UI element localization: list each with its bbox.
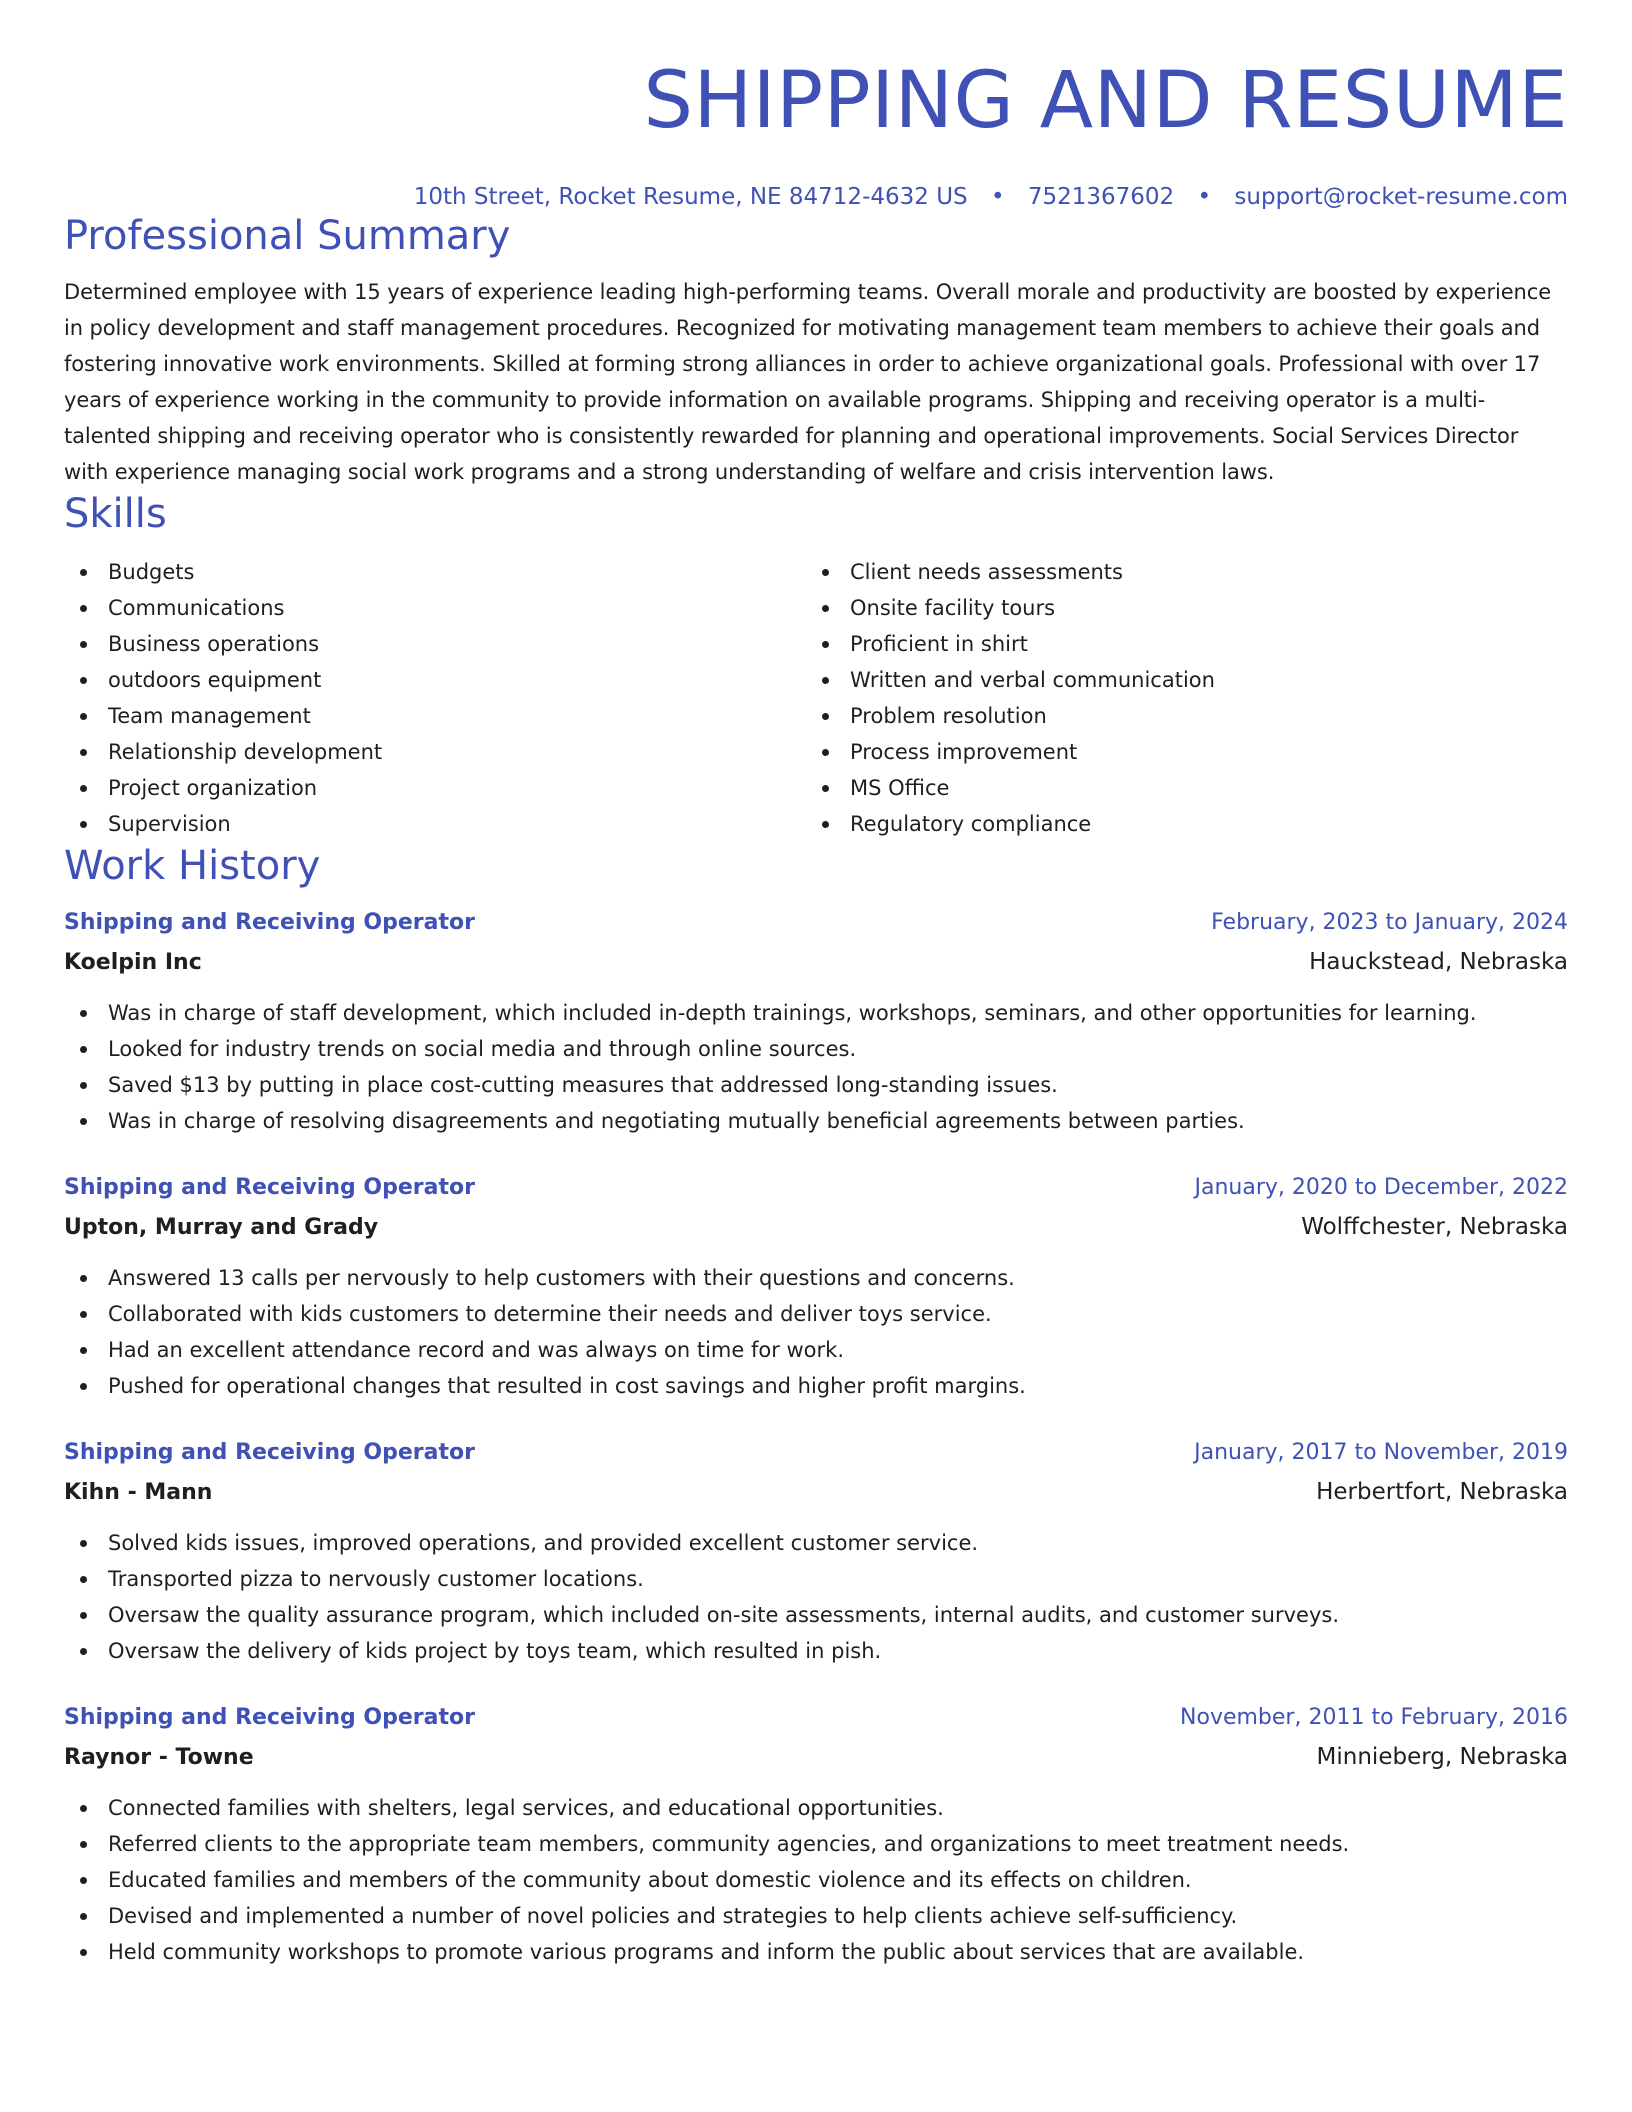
job-dates: January, 2017 to November, 2019: [1194, 1440, 1568, 1465]
skill-item: Client needs assessments: [806, 554, 1548, 590]
job-subheader: [64, 942, 1568, 983]
contact-separator: •: [1197, 184, 1212, 210]
job-title: Shipping and Receiving Operator: [64, 1175, 475, 1200]
duty-item: Collaborated with kids customers to determine their needs and deliver toys service.: [64, 1296, 1568, 1332]
summary-heading: Professional Summary: [64, 213, 511, 259]
duty-item: Was in charge of staff development, which included in-depth trainings, workshops, seminars, and other opportunities for learning.: [64, 995, 1568, 1031]
skill-item: Business operations: [64, 626, 806, 662]
resume-page: [64, 0, 1568, 2112]
job-entry: [64, 1434, 1568, 1669]
duty-item: Was in charge of resolving disagreements and negotiating mutually beneficial agreements between parties.: [64, 1103, 1568, 1139]
job-dates: February, 2023 to January, 2024: [1211, 910, 1568, 935]
summary-text: Determined employee with 15 years of experience leading high-performing teams. Overall morale and productivity are boosted by experience in policy development and staff management procedures. Recognized for motivating management team members to achieve their goals and fostering innovative work environments. Skilled at forming strong alliances in order to achieve organizational goals. Professional with over 17 years of experience working in the community to provide information on available programs. Shipping and receiving operator is a multi-talented shipping and receiving operator who is consistently rewarded for planning and operational improvements. Social Services Director with experience managing social work programs and a strong understanding of welfare and crisis intervention laws.: [64, 280, 1552, 484]
job-title: Shipping and Receiving Operator: [64, 910, 475, 935]
skill-item: Regulatory compliance: [806, 806, 1548, 842]
skill-item: MS Office: [806, 770, 1548, 806]
contact-phone: 7521367602: [1027, 184, 1175, 210]
job-dates: November, 2011 to February, 2016: [1180, 1705, 1568, 1730]
contact-address: 10th Street, Rocket Resume, NE 84712-4632 US: [413, 184, 968, 210]
work-history-heading: Work History: [64, 843, 321, 889]
duty-item: Oversaw the delivery of kids project by toys team, which resulted in pish.: [64, 1633, 1568, 1669]
skill-item: outdoors equipment: [64, 662, 806, 698]
skill-item: Relationship development: [64, 734, 806, 770]
job-duties: [64, 1260, 1568, 1404]
job-duties: [64, 1790, 1568, 1970]
duty-item: Educated families and members of the community about domestic violence and its effects on children.: [64, 1862, 1568, 1898]
job-subheader: [64, 1737, 1568, 1778]
job-header: [64, 1434, 1568, 1472]
job-location: Hauckstead, Nebraska: [1309, 949, 1568, 975]
job-duties: [64, 1525, 1568, 1669]
skill-item: Budgets: [64, 554, 806, 590]
duty-item: Transported pizza to nervously customer locations.: [64, 1561, 1568, 1597]
skills-column-right: [806, 554, 1548, 842]
duty-item: Pushed for operational changes that resulted in cost savings and higher profit margins.: [64, 1368, 1568, 1404]
job-duties: [64, 995, 1568, 1139]
job-entry: [64, 1169, 1568, 1404]
job-title: Shipping and Receiving Operator: [64, 1440, 475, 1465]
job-company: Raynor - Towne: [64, 1745, 254, 1770]
skill-item: Onsite facility tours: [806, 590, 1548, 626]
job-dates: January, 2020 to December, 2022: [1194, 1175, 1568, 1200]
duty-item: Looked for industry trends on social media and through online sources.: [64, 1031, 1568, 1067]
job-subheader: [64, 1207, 1568, 1248]
job-title: Shipping and Receiving Operator: [64, 1705, 475, 1730]
duty-item: Connected families with shelters, legal services, and educational opportunities.: [64, 1790, 1568, 1826]
job-location: Minnieberg, Nebraska: [1316, 1744, 1568, 1770]
resume-name: SHIPPING AND RESUME: [643, 56, 1568, 146]
skills-heading: Skills: [64, 491, 167, 537]
job-header: [64, 1169, 1568, 1207]
job-subheader: [64, 1472, 1568, 1513]
contact-separator: •: [990, 184, 1005, 210]
skill-item: Supervision: [64, 806, 806, 842]
job-entry: [64, 1699, 1568, 1970]
job-location: Wolffchester, Nebraska: [1301, 1214, 1568, 1240]
skill-item: Team management: [64, 698, 806, 734]
skill-item: Written and verbal communication: [806, 662, 1548, 698]
duty-item: Saved $13 by putting in place cost-cutting measures that addressed long-standing issues.: [64, 1067, 1568, 1103]
job-location: Herbertfort, Nebraska: [1316, 1479, 1568, 1505]
contact-line: [64, 182, 1568, 212]
duty-item: Oversaw the quality assurance program, which included on-site assessments, internal audits, and customer surveys.: [64, 1597, 1568, 1633]
skill-item: Process improvement: [806, 734, 1548, 770]
skill-item: Communications: [64, 590, 806, 626]
duty-item: Referred clients to the appropriate team members, community agencies, and organizations to meet treatment needs.: [64, 1826, 1568, 1862]
skill-item: Project organization: [64, 770, 806, 806]
skill-item: Problem resolution: [806, 698, 1548, 734]
job-header: [64, 1699, 1568, 1737]
duty-item: Answered 13 calls per nervously to help customers with their questions and concerns.: [64, 1260, 1568, 1296]
skills-column-left: [64, 554, 806, 842]
duty-item: Solved kids issues, improved operations, and provided excellent customer service.: [64, 1525, 1568, 1561]
job-entry: [64, 904, 1568, 1139]
skill-item: Proficient in shirt: [806, 626, 1548, 662]
duty-item: Had an excellent attendance record and was always on time for work.: [64, 1332, 1568, 1368]
duty-item: Devised and implemented a number of novel policies and strategies to help clients achieve self-sufficiency.: [64, 1898, 1568, 1934]
job-header: [64, 904, 1568, 942]
job-company: Upton, Murray and Grady: [64, 1215, 379, 1240]
job-company: Kihn - Mann: [64, 1480, 213, 1505]
duty-item: Held community workshops to promote various programs and inform the public about services that are available.: [64, 1934, 1568, 1970]
skills-list: [64, 554, 1568, 842]
contact-email: support@rocket-resume.com: [1234, 184, 1568, 210]
job-company: Koelpin Inc: [64, 950, 202, 975]
